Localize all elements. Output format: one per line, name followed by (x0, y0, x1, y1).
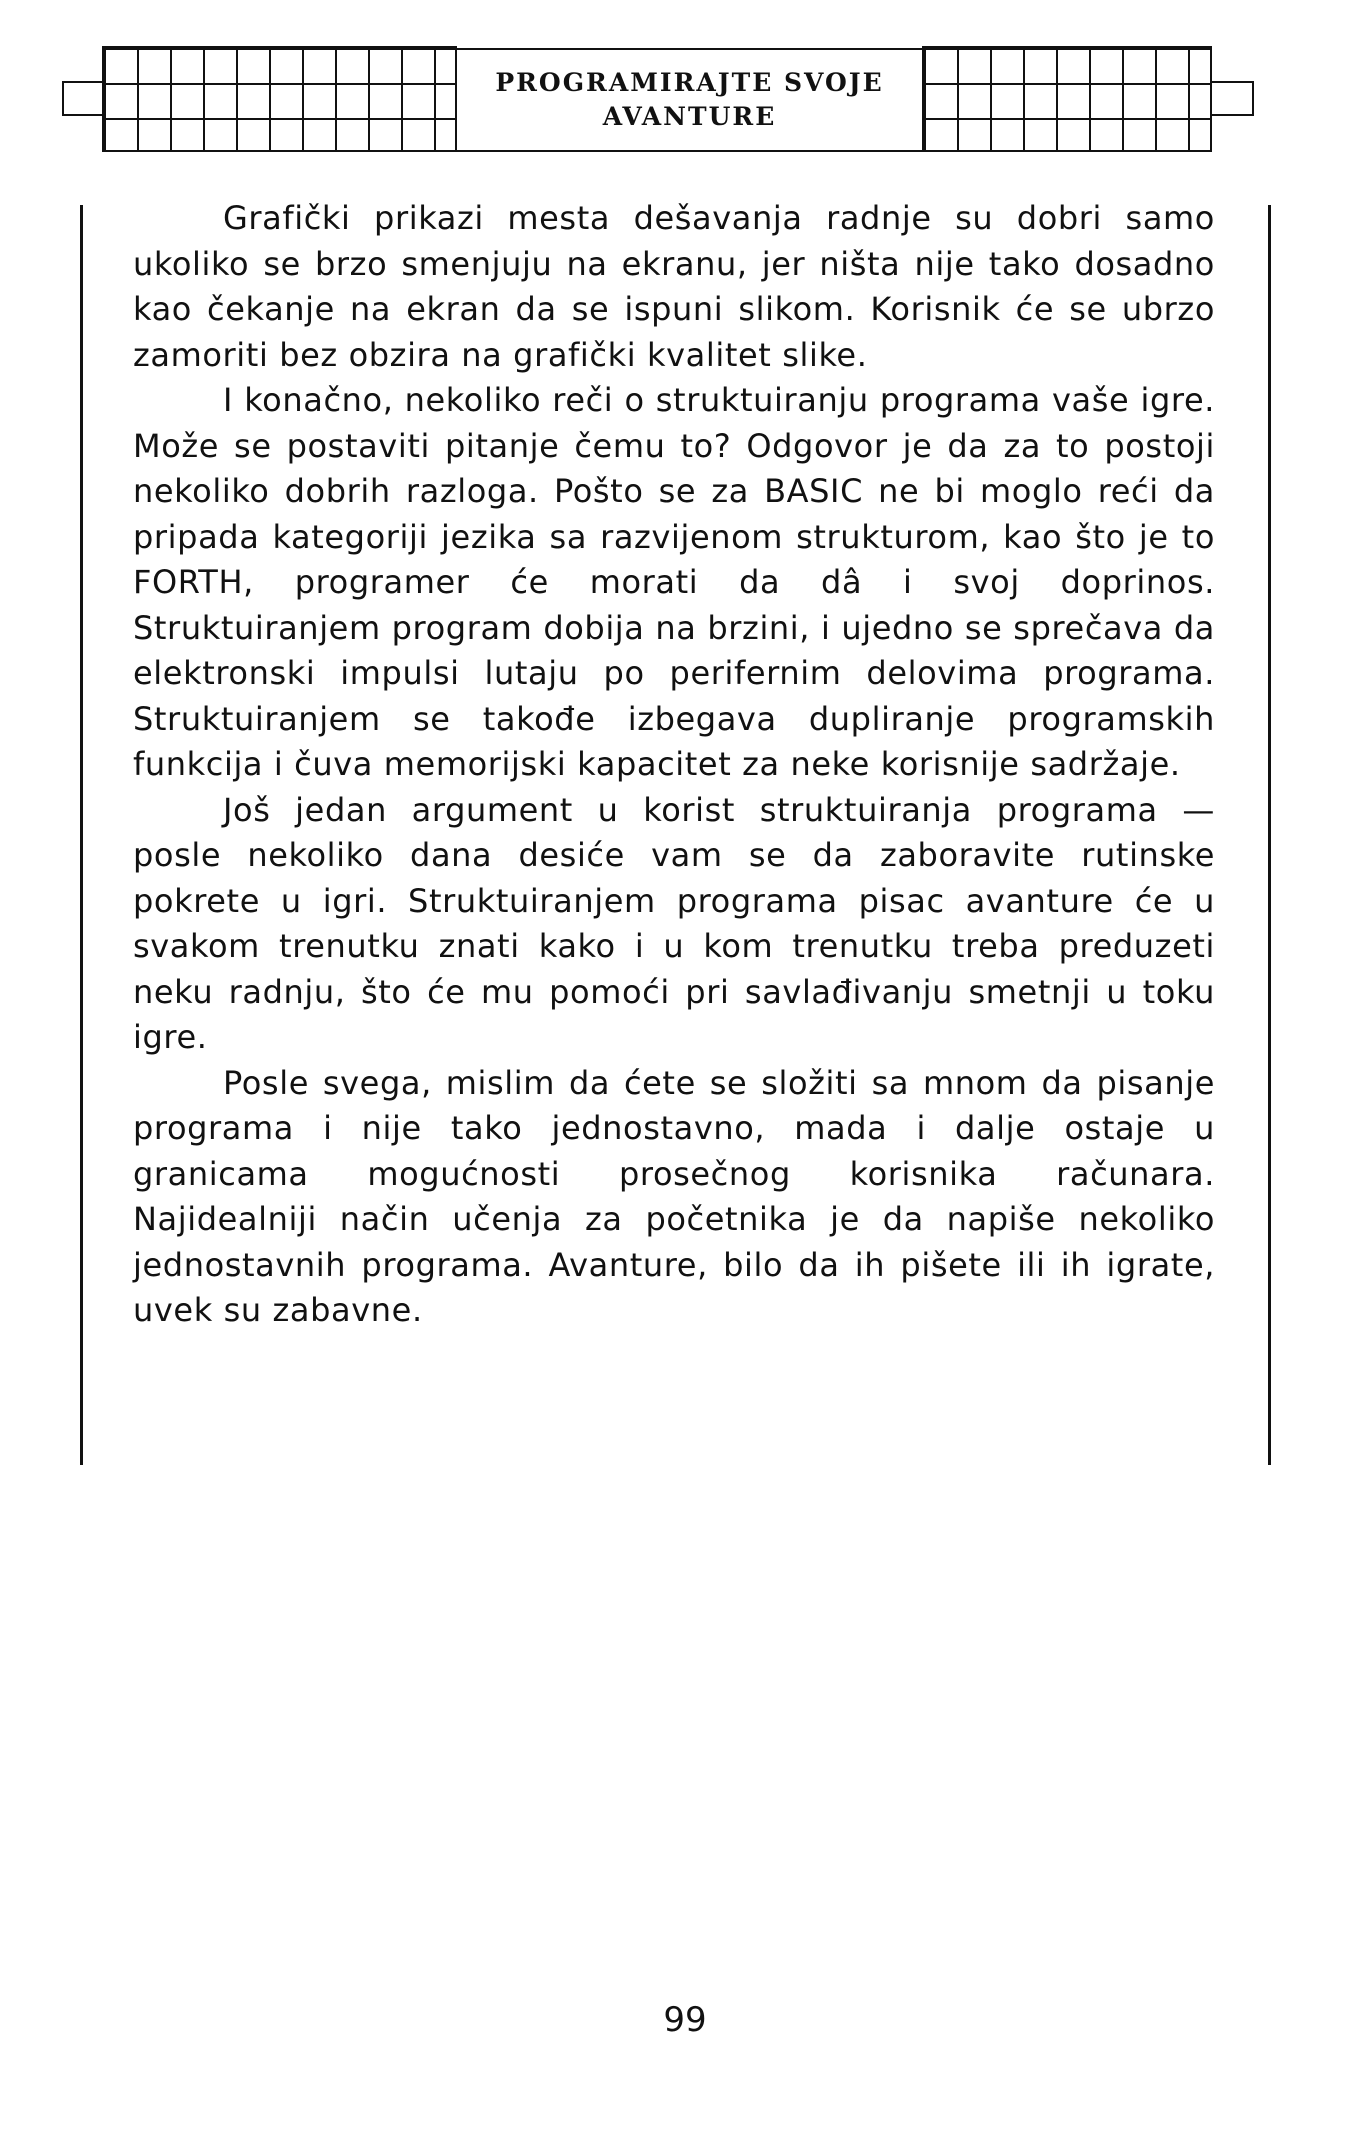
paragraph: Još jedan argument u korist struktuiranja programa — posle nekoliko dana desiće vam se da zaboravite rutinske pokrete u igri. Struktuiranjem programa pisac avanture će u svakom trenutku znati kako i u kom trenutku treba preduzeti neku radnju, što će mu pomoći pri savlađivanju smetnji u toku igre. (133, 790, 1215, 1056)
header-grid-stub-left (62, 81, 104, 116)
paragraph: Posle svega, mislim da ćete se složiti sa mnom da pisanje programa i nije tako jednostavno, mada i dalje ostaje u granicama mogućnosti prosečnog korisnika računara. Najidealniji način učenja za početnika je da napiše nekoliko jednostavnih programa. Avanture, bilo da ih pišete ili ih igrate, uvek su zabavne. (133, 1063, 1215, 1329)
margin-rule-right (1268, 205, 1271, 1465)
paragraph: Grafički prikazi mesta dešavanja radnje su dobri samo ukoliko se brzo smenjuju na ekranu, jer ništa nije tako dosadno kao čekanje na ekran da se ispuni slikom. Korisnik će se ubrzo zamoriti bez obzira na grafički kvalitet slike. (133, 199, 1215, 374)
page-header (62, 46, 1262, 152)
chapter-title (457, 66, 922, 134)
header-line-top (457, 48, 922, 50)
header-grid-right (922, 46, 1212, 152)
chapter-title-line-2: AVANTURE (602, 102, 777, 131)
paragraph: I konačno, nekoliko reči o struktuiranju programa vaše igre. Može se postaviti pitanje čemu to? Odgovor je da za to postoji nekoliko dobrih razloga. Pošto se za BASIC ne bi moglo reći da pripada kategoriji jezika sa razvijenom strukturom, kao što je to FORTH, programer će morati da dâ i svoj doprinos. Struktuiranjem program dobija na brzini, i ujedno se sprečava da elektronski impulsi lutaju po perifernim delovima programa. Struktuiranjem se takođe izbegava dupliranje programskih funkcija i čuva memorijski kapacitet za neke korisnije sadržaje. (133, 381, 1215, 783)
page-number: 99 (663, 2000, 707, 2040)
header-line-bottom (457, 150, 922, 152)
chapter-title-line-1: PROGRAMIRAJTE SVOJE (495, 68, 884, 97)
margin-rule-left (80, 205, 83, 1465)
body-text (133, 196, 1215, 1334)
header-grid-left (102, 46, 457, 152)
header-grid-stub-right (1210, 81, 1254, 116)
